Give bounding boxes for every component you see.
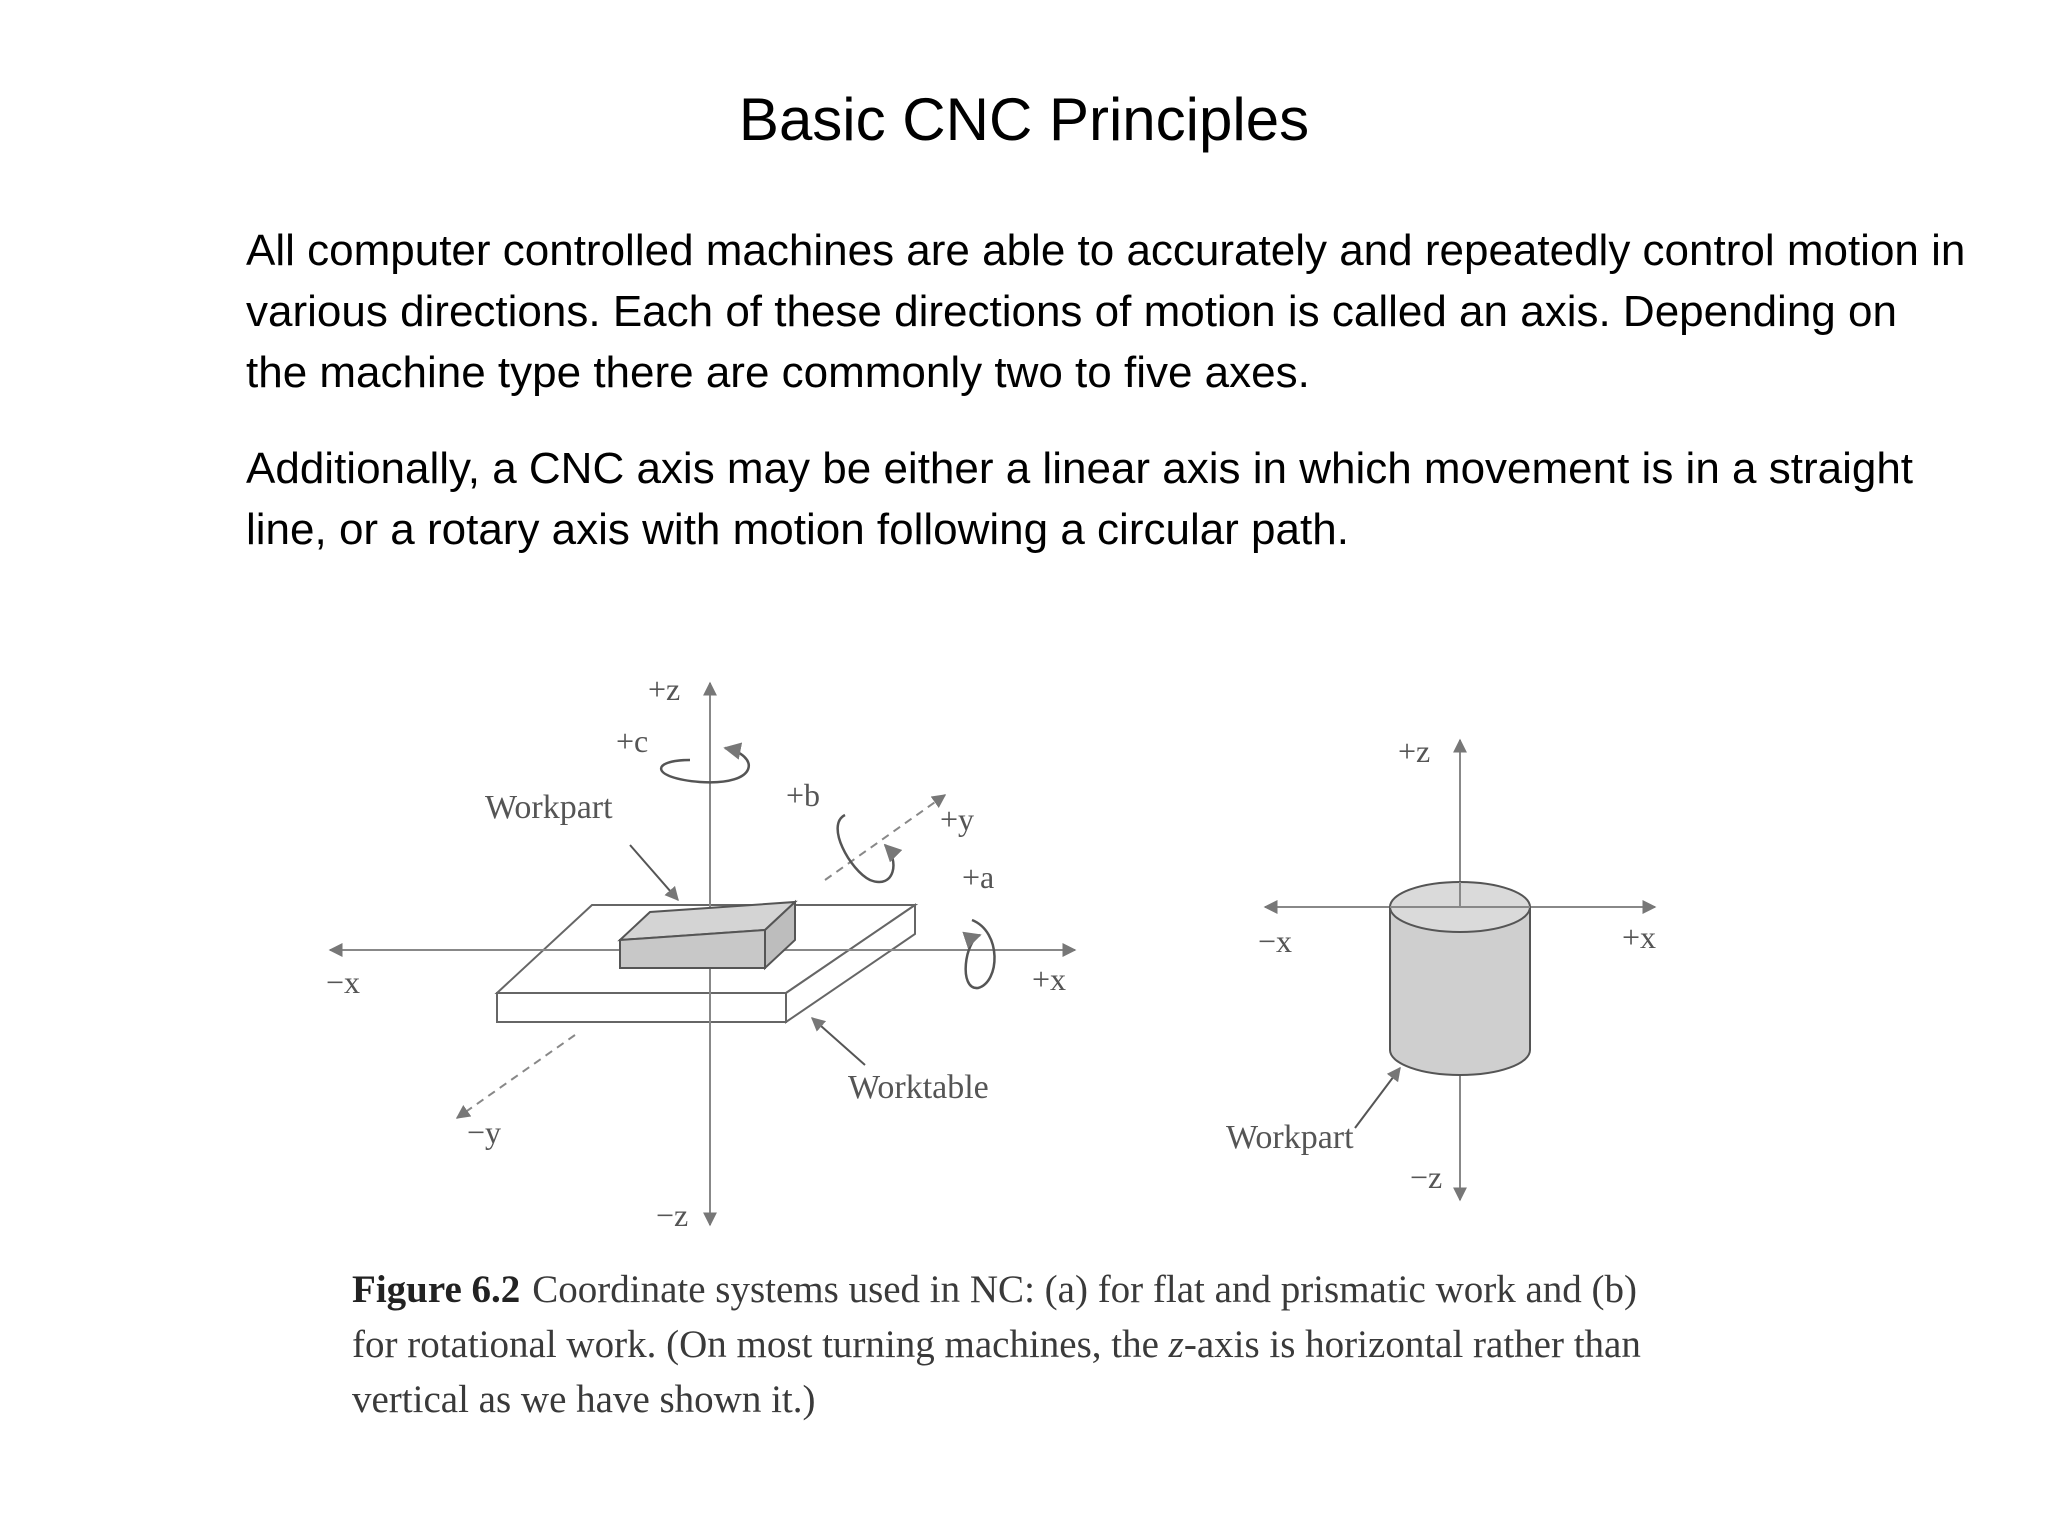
plus-c-label: +c bbox=[616, 723, 649, 759]
plus-z-label-b: +z bbox=[1398, 733, 1431, 769]
workpart-label-b: Workpart bbox=[1226, 1119, 1354, 1156]
caption-z-variable: z bbox=[1168, 1323, 1184, 1366]
minus-x-label-b: −x bbox=[1258, 923, 1293, 959]
minus-y-label-a: −y bbox=[467, 1114, 502, 1150]
body-paragraph-axes: All computer controlled machines are able to accurately and repeatedly control motion in various directions. Each of these directions of motion is called an axis. Depending on the machine type there are commonly two to five axes. bbox=[246, 226, 1966, 397]
figure-number: Figure 6.2 bbox=[352, 1268, 521, 1311]
slide-title: Basic CNC Principles bbox=[738, 86, 1310, 153]
workpart-cylinder bbox=[1390, 882, 1530, 1075]
minus-z-label-a: −z bbox=[656, 1197, 689, 1233]
caption-text-1: Coordinate systems used in NC: (a) for flat and prismatic work and (b) for rotational work. (On most turning machines, the bbox=[352, 1268, 1638, 1366]
minus-z-label-b: −z bbox=[1410, 1159, 1443, 1195]
rotation-a-icon bbox=[966, 920, 995, 988]
diagram-b-rotational bbox=[1226, 733, 1656, 1200]
plus-a-label: +a bbox=[962, 859, 995, 895]
rotation-c-icon bbox=[661, 748, 749, 782]
minus-x-label-a: −x bbox=[326, 964, 361, 1000]
plus-x-label-b: +x bbox=[1622, 919, 1657, 955]
diagram-a-flat-prismatic bbox=[326, 671, 1075, 1233]
body-paragraph-linear-rotary: Additionally, a CNC axis may be either a linear axis in which movement is in a straight line, or a rotary axis with motion following a circular path. bbox=[246, 444, 1914, 554]
plus-b-label: +b bbox=[786, 777, 821, 813]
worktable-label: Worktable bbox=[848, 1069, 989, 1106]
coordinate-systems-figure bbox=[0, 650, 2048, 1250]
rotation-b-icon bbox=[838, 815, 894, 882]
plus-y-label-a: +y bbox=[940, 801, 975, 837]
plus-z-label-a: +z bbox=[648, 671, 681, 707]
plus-x-label-a: +x bbox=[1032, 961, 1067, 997]
workpart-label-a: Workpart bbox=[485, 789, 613, 826]
figure-caption bbox=[352, 1262, 1672, 1427]
caption-text-2: -axis is horizontal rather than vertical as we have shown it.) bbox=[352, 1323, 1641, 1421]
y-axis-a bbox=[825, 795, 945, 880]
